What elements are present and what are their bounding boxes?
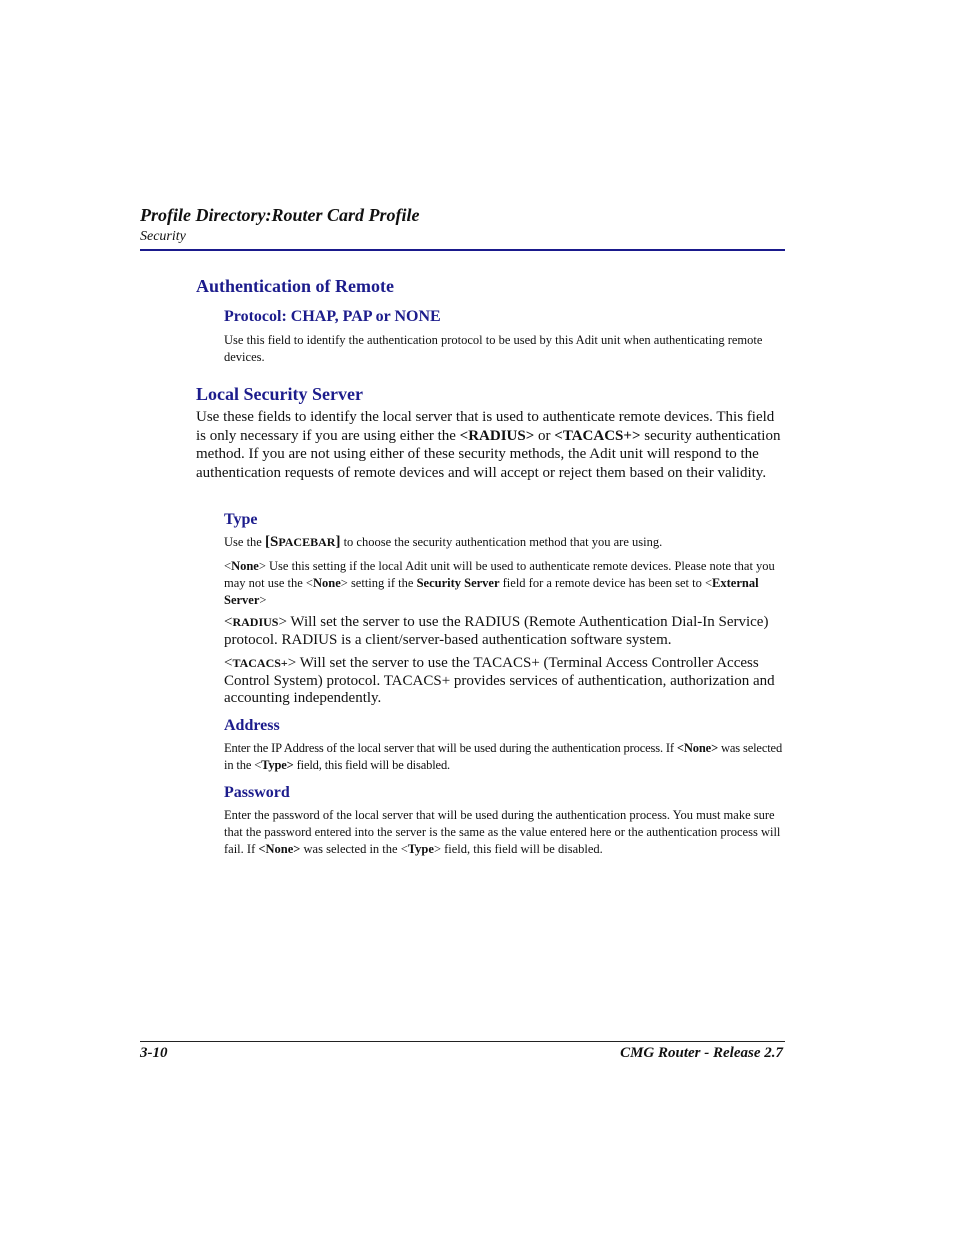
spacebar-key-close: ] (335, 534, 341, 550)
text-run: > Will set the server to use the TACACS+ (Terminal Access Controller Access Control System) protocol. TACACS+ provides services of authentication, authorization and accounting independently. (224, 655, 775, 706)
text-run: > setting if the (340, 576, 417, 590)
product-release: CMG Router - Release 2.7 (620, 1045, 783, 1061)
section-heading-authentication-of-remote: Authentication of Remote (196, 276, 394, 296)
page-title: Profile Directory:Router Card Profile (140, 205, 420, 225)
text-run: field, this field will be disabled. (293, 758, 451, 772)
text-run: was selected in the < (300, 842, 408, 856)
type-option-tacacs (224, 655, 786, 708)
spacebar-key-open: [S (264, 534, 279, 550)
radius-option-ref: <RADIUS> (459, 427, 535, 444)
spacebar-key-label: PACEBAR (278, 535, 336, 549)
text-run: Enter the IP Address of the local server that will be used during the authentication process. If (224, 741, 677, 755)
text-run: security authentication method. If you are not using either of these security methods, the Adit unit will respond to the authentication requests of remote devices and will accept or reject them based on their validity. (196, 427, 781, 481)
password-description (224, 807, 786, 858)
bold-term: TACACS+ (232, 656, 288, 670)
text-run: > Use this setting if the local Adit unit will be used to authenticate remote devices. Please note that you may not use the < (224, 559, 775, 590)
text-run: > Will set the server to use the RADIUS (Remote Authentication Dial-In Service) protocol. RADIUS is a client/server-based authentication software system. (224, 614, 769, 648)
text-run: Use these fields to identify the local server that is used to authenticate remote devices. This field is only necessary if you are using either the (196, 409, 775, 444)
bold-term: <None> (258, 842, 301, 856)
header-divider (140, 249, 785, 251)
page-number: 3-10 (140, 1045, 168, 1061)
text-run: was selected in the < (224, 741, 783, 772)
footer-divider (140, 1041, 785, 1042)
text-run: > field, this field will be disabled. (433, 842, 603, 856)
spacebar-key (265, 534, 340, 550)
bold-term: Type> (261, 758, 294, 772)
subsection-heading-type: Type (224, 511, 258, 528)
tacacs-option-ref: <TACACS+> (554, 427, 641, 444)
text-run: < (224, 655, 233, 671)
bold-term: External Server (224, 576, 759, 607)
text-run: < (224, 559, 232, 573)
bold-term: RADIUS (232, 615, 279, 629)
subsection-heading-protocol: Protocol: CHAP, PAP or NONE (224, 308, 441, 325)
type-instruction (224, 534, 786, 551)
section-heading-local-security-server: Local Security Server (196, 384, 363, 404)
type-option-none (224, 558, 786, 609)
bold-term: <None> (676, 741, 719, 755)
text-run: or (534, 427, 555, 444)
bold-term: None (312, 576, 341, 590)
text-run: > (259, 593, 267, 607)
page-subtitle: Security (140, 229, 186, 244)
bold-term: None (231, 559, 259, 573)
text-run: Enter the password of the local server that will be used during the authentication process. You must make sure that the password entered into the server is the same as the value entered here or the authentication process will fail. If (224, 808, 781, 856)
bold-term: Security Server (416, 576, 500, 590)
subsection-heading-password: Password (224, 784, 290, 801)
subsection-heading-address: Address (224, 717, 280, 734)
text-run: Use the (224, 535, 265, 549)
address-description (224, 740, 786, 774)
text-run: field for a remote device has been set to < (499, 576, 713, 590)
text-run: to choose the security authentication method that you are using. (340, 535, 663, 549)
bold-term: Type (407, 842, 434, 856)
local-server-description (196, 408, 786, 482)
text-run: < (224, 614, 233, 630)
type-option-radius (224, 614, 786, 649)
protocol-description: Use this field to identify the authentication protocol to be used by this Adit unit when authenticating remote devices. (224, 333, 763, 364)
